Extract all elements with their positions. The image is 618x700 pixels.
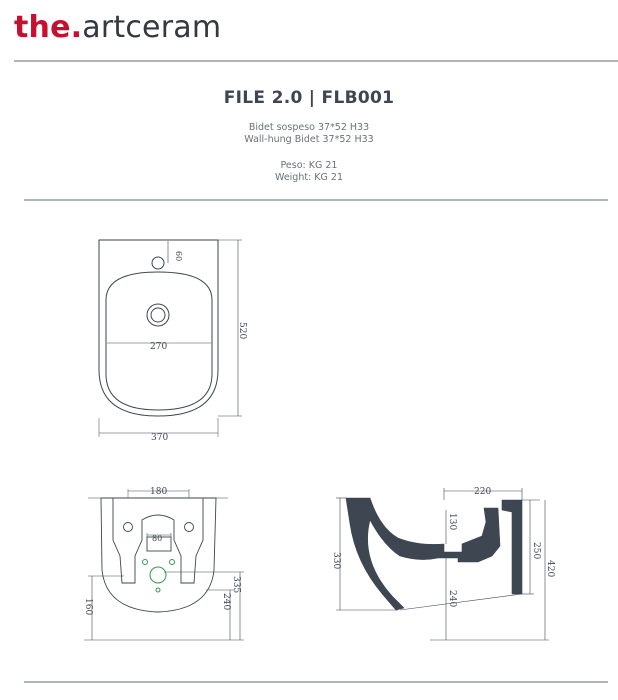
brand-logo-dot: . bbox=[70, 10, 83, 45]
brand-logo-part1: the bbox=[14, 10, 71, 45]
side-view-drawing bbox=[336, 488, 549, 640]
top-view-drain-inner bbox=[151, 308, 165, 322]
top-view-tap-hole bbox=[152, 257, 164, 269]
rear-view-drawing bbox=[84, 489, 244, 640]
rear-view-fixing-hole-left bbox=[124, 523, 133, 532]
side-view-section bbox=[346, 498, 500, 610]
dim-side-330: 330 bbox=[331, 552, 341, 570]
side-view-back-wall bbox=[502, 500, 522, 594]
brand-logo-part3: artceram bbox=[82, 10, 222, 45]
dim-top-370: 370 bbox=[151, 433, 169, 443]
dim-rear-160: 160 bbox=[83, 598, 93, 616]
dim-top-60: 60 bbox=[174, 251, 183, 262]
dim-side-250: 250 bbox=[531, 542, 541, 560]
rear-view-water-connection-left bbox=[143, 560, 148, 565]
top-view-bowl bbox=[106, 272, 212, 410]
description-en: Wall-hung Bidet 37*52 H33 bbox=[244, 134, 374, 145]
dim-side-130: 130 bbox=[447, 513, 457, 531]
weight-it: Peso: KG 21 bbox=[280, 160, 338, 171]
product-title: FILE 2.0 | FLB001 bbox=[223, 88, 395, 108]
dim-rear-80: 80 bbox=[152, 534, 163, 543]
top-view-outline bbox=[99, 240, 218, 416]
dim-top-520: 520 bbox=[237, 322, 247, 340]
dim-rear-335: 335 bbox=[231, 576, 241, 594]
dim-rear-240: 240 bbox=[221, 593, 231, 611]
dim-side-240: 240 bbox=[447, 590, 457, 608]
rear-view-drain-connection bbox=[150, 567, 166, 583]
dim-rear-180: 180 bbox=[150, 487, 168, 497]
rear-view-bottom-connection bbox=[156, 588, 160, 592]
dim-top-270: 270 bbox=[150, 342, 168, 352]
top-view-drain-outer bbox=[147, 304, 169, 326]
rear-view-fixing-hole-right bbox=[185, 523, 194, 532]
rear-view-connections bbox=[143, 560, 175, 593]
top-view-drawing bbox=[99, 240, 242, 437]
rear-view-water-connection-right bbox=[170, 560, 175, 565]
weight-en: Weight: KG 21 bbox=[274, 172, 344, 183]
description-it: Bidet sospeso 37*52 H33 bbox=[248, 122, 370, 133]
dim-side-420: 420 bbox=[545, 560, 555, 578]
dim-side-220: 220 bbox=[474, 487, 492, 497]
